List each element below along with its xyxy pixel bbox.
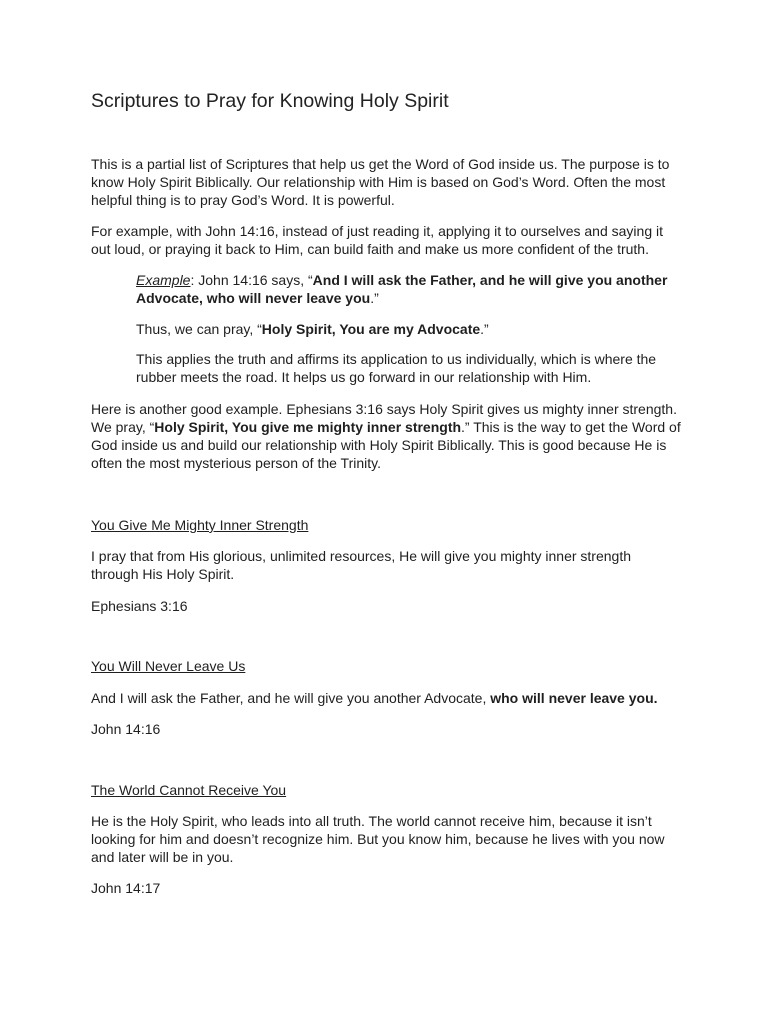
example-intro-paragraph: For example, with John 14:16, instead of just reading it, applying it to ourselves and saying it out loud, or praying it back to Him, can build faith and make us more confident of the truth.: [91, 223, 663, 257]
applies-paragraph: This applies the truth and affirms its application to us individually, which is where the rubber meets the road. It helps us go forward in our relationship with Him.: [136, 351, 657, 385]
prayer-close: .”: [480, 321, 489, 337]
prayer-quote: Holy Spirit, You are my Advocate: [261, 321, 481, 337]
another-quote: Holy Spirit, You give me mighty inner strength: [154, 419, 462, 435]
section-heading: The World Cannot Receive You: [91, 782, 287, 798]
another-rest: .” This is the way to get the Word of God inside us and build our relationship with Holy Spirit Biblically. This is good because He is often the most mysterious person of the Trinity.: [91, 419, 681, 471]
document-title: Scriptures to Pray for Knowing Holy Spirit: [91, 90, 449, 112]
intro-paragraph: This is a partial list of Scriptures that help us get the Word of God inside us. The purpose is to know Holy Spirit Biblically. Our relationship with Him is based on God’s Word. Often the most helpful thing is to pray God’s Word. It is powerful.: [91, 156, 670, 208]
section-text: I pray that from His glorious, unlimited resources, He will give you mighty inner strength through His Holy Spirit.: [91, 548, 631, 582]
prayer-lead: Thus, we can pray, “: [136, 321, 262, 337]
example-quote: And I will ask the Father, and he will give you another Advocate, who will never leave you: [136, 272, 668, 306]
example-label: Example: [136, 272, 191, 288]
prayer-paragraph: [136, 320, 681, 338]
section-text: [91, 689, 681, 707]
section-heading: You Give Me Mighty Inner Strength: [91, 517, 309, 533]
example-close: .”: [370, 290, 379, 306]
another-example-paragraph: [91, 400, 681, 472]
example-paragraph: [136, 271, 681, 307]
scripture-reference: John 14:16: [91, 721, 161, 737]
scripture-reference: John 14:17: [91, 880, 161, 896]
section-text-plain: And I will ask the Father, and he will give you another Advocate,: [91, 690, 491, 706]
section-text: He is the Holy Spirit, who leads into all truth. The world cannot receive him, because it isn’t looking for him and doesn’t recognize him. But you know him, because he lives with you now and later will be in you.: [91, 813, 665, 865]
section-text-bold: who will never leave you.: [490, 690, 658, 706]
example-lead: : John 14:16 says, “: [190, 272, 313, 288]
another-lead: Here is another good example. Ephesians 3:16 says Holy Spirit gives us mighty inner strength. We pray, “: [91, 401, 677, 435]
scripture-reference: Ephesians 3:16: [91, 598, 188, 614]
section-heading: You Will Never Leave Us: [91, 658, 246, 674]
